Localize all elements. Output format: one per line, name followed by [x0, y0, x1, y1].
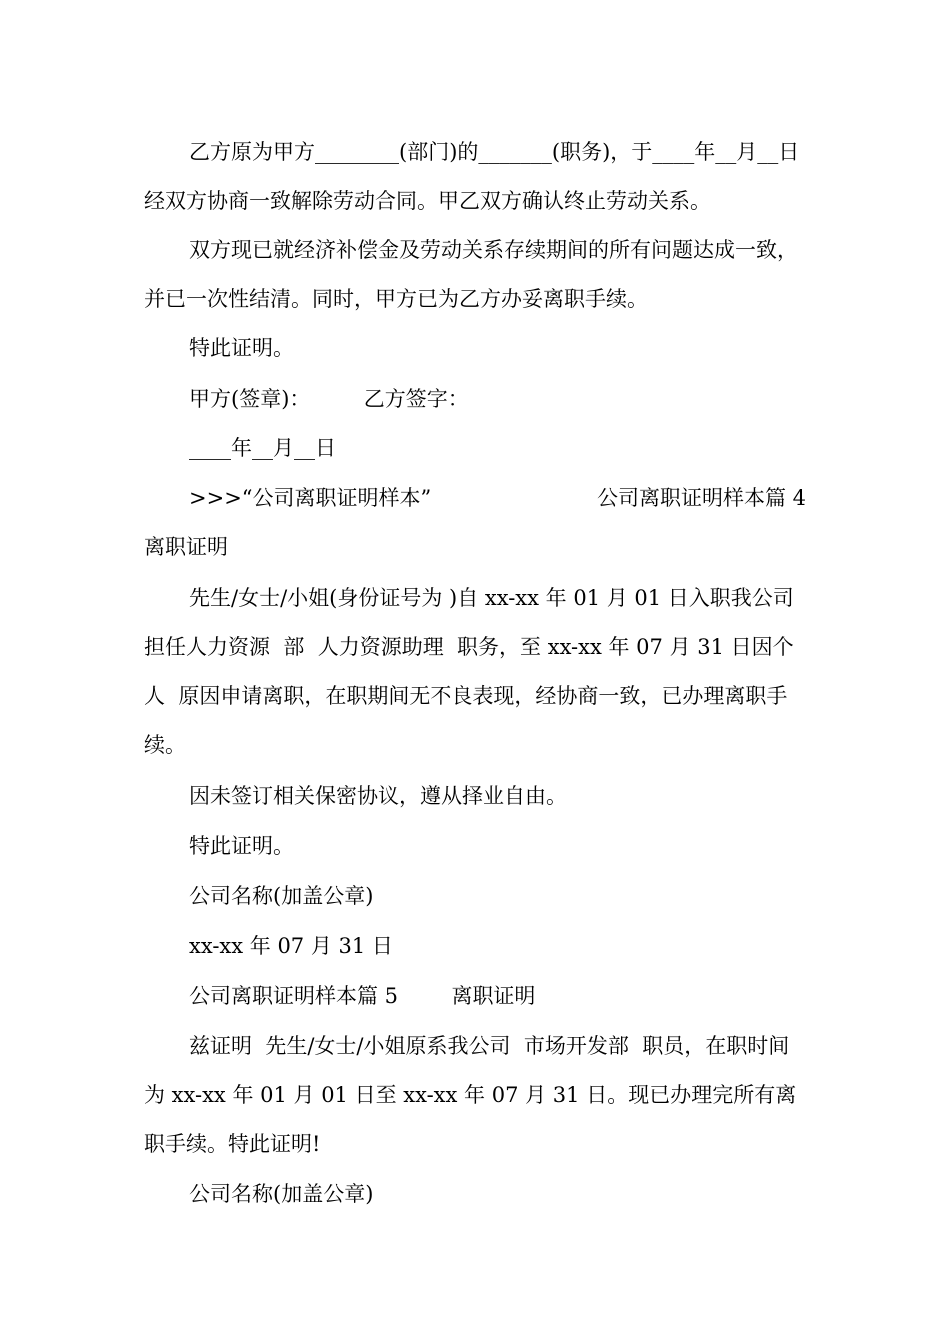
paragraph-termination: 乙方原为甲方________(部门)的_______(职务)，于____年__月__日经双方协商一致解除劳动合同。甲乙双方确认终止劳动关系。: [144, 140, 800, 213]
paragraph-settlement: 双方现已就经济补偿金及劳动关系存续期间的所有问题达成一致，并已一次性结清。同时，甲方已为乙方办妥离职手续。: [144, 238, 798, 311]
paragraph-certify-2: 特此证明。: [189, 834, 294, 858]
paragraph-company-seal-2: 公司名称(加盖公章): [189, 1182, 374, 1206]
paragraph-company-seal: 公司名称(加盖公章): [189, 884, 374, 908]
paragraph-signatures: 甲方(签章)： 乙方签字：: [189, 387, 469, 411]
section-title-5: 公司离职证明样本篇 5 离职证明: [189, 984, 536, 1008]
paragraph-date: ____年__月__日: [189, 436, 336, 460]
heading-resignation-certificate: 离职证明: [144, 535, 228, 559]
nav-link[interactable]: >>>“公司离职证明样本”: [189, 486, 432, 510]
paragraph-confidentiality: 因未签订相关保密协议，遵从择业自由。: [189, 784, 567, 808]
paragraph-date-2: xx-xx 年 07 月 31 日: [189, 934, 393, 958]
nav-line: [144, 474, 806, 523]
paragraph-employment-details: 先生/女士/小姐(身份证号为 )自 xx-xx 年 01 月 01 日入职我公司担任人力资源 部 人力资源助理 职务，至 xx-xx 年 07 月 31 日因个人 原因申请离职，在职期间无不良表现，经协商一致，已办理离职手续。: [144, 586, 794, 757]
paragraph-certificate-5: 兹证明 先生/女士/小姐原系我公司 市场开发部 职员，在职时间为 xx-xx 年 01 月 01 日至 xx-xx 年 07 月 31 日。现已办理完所有离职手续。特此证明!: [144, 1034, 797, 1156]
paragraph-certify: 特此证明。: [189, 336, 294, 360]
section-title-4: 公司离职证明样本篇 4: [596, 486, 806, 510]
